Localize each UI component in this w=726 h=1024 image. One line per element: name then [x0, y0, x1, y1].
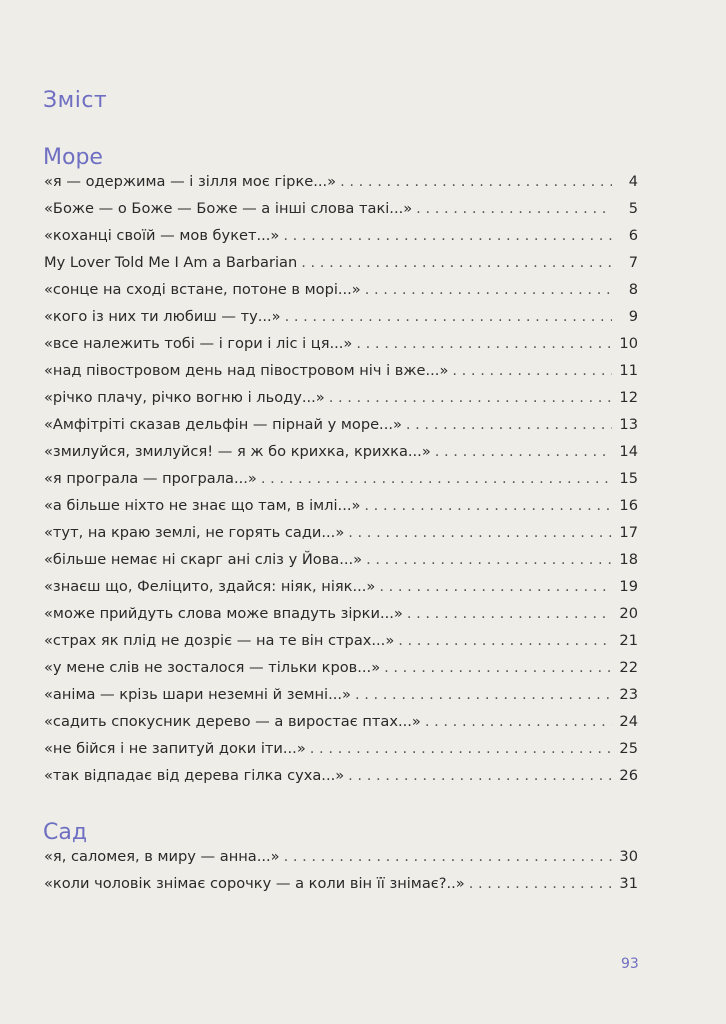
- dot-leader: [407, 605, 612, 622]
- entry-title: «коханці своїй — мов букет...»: [44, 227, 280, 244]
- dot-leader: [329, 389, 612, 406]
- entry-title: «а більше ніхто не знає що там, в імлі...»: [44, 497, 361, 514]
- dot-leader: [348, 524, 612, 541]
- entry-page: 24: [619, 713, 638, 730]
- entry-page: 12: [619, 389, 638, 406]
- entry-title: «може прийдуть слова може впадуть зірки...»: [44, 605, 403, 622]
- entry-title: «садить спокусник дерево — а виростає птах...»: [44, 713, 421, 730]
- entry-title: «я програла — програла...»: [44, 470, 257, 487]
- toc-entry[interactable]: [44, 362, 638, 389]
- entry-page: 14: [619, 443, 638, 460]
- dot-leader: [348, 767, 612, 784]
- toc-entry[interactable]: [44, 659, 638, 686]
- toc-entry[interactable]: [44, 227, 638, 254]
- page-number: 93: [621, 956, 639, 972]
- page-title: Зміст: [43, 88, 108, 113]
- entry-page: 23: [619, 686, 638, 703]
- entry-title: «аніма — крізь шари неземні й земні...»: [44, 686, 351, 703]
- entry-title: «кого із них ти любиш — ту...»: [44, 308, 281, 325]
- dot-leader: [398, 632, 612, 649]
- section-title-sad: Сад: [43, 820, 88, 845]
- dot-leader: [425, 713, 612, 730]
- entry-page: 6: [628, 227, 638, 244]
- entry-title: «не бійся і не запитуй доки іти...»: [44, 740, 306, 757]
- toc-entry[interactable]: [44, 740, 638, 767]
- dot-leader: [435, 443, 612, 460]
- toc-entry[interactable]: [44, 713, 638, 740]
- entry-page: 21: [619, 632, 638, 649]
- dot-leader: [416, 200, 612, 217]
- dot-leader: [355, 686, 612, 703]
- entry-title: «сонце на сході встане, потоне в морі...»: [44, 281, 361, 298]
- entry-title: «над півостровом день над півостровом ніч і вже...»: [44, 362, 449, 379]
- entry-page: 4: [628, 173, 638, 190]
- dot-leader: [364, 497, 612, 514]
- entry-title: «більше немає ні скарг ані сліз у Йова...»: [44, 551, 363, 568]
- dot-leader: [406, 416, 612, 433]
- dot-leader: [356, 335, 612, 352]
- entry-title: «Боже — о Боже — Боже — а інші слова такі...»: [44, 200, 413, 217]
- entry-page: 7: [628, 254, 638, 271]
- entry-title: «страх як плід не дозріє — на те він страх...»: [44, 632, 395, 649]
- dot-leader: [310, 740, 612, 757]
- entry-page: 30: [619, 848, 638, 865]
- toc-entry[interactable]: [44, 200, 638, 227]
- entry-title: My Lover Told Me I Am a Barbarian: [44, 254, 298, 271]
- entry-page: 8: [628, 281, 638, 298]
- toc-list-sad: [44, 848, 638, 902]
- toc-entry[interactable]: [44, 497, 638, 524]
- toc-entry[interactable]: [44, 335, 638, 362]
- entry-title: «Амфітріті сказав дельфін — пірнай у море...»: [44, 416, 402, 433]
- entry-page: 25: [619, 740, 638, 757]
- entry-page: 31: [619, 875, 638, 892]
- toc-entry[interactable]: [44, 875, 638, 902]
- toc-entry[interactable]: [44, 308, 638, 335]
- toc-entry[interactable]: [44, 389, 638, 416]
- entry-page: 5: [628, 200, 638, 217]
- entry-title: «так відпадає від дерева гілка суха...»: [44, 767, 345, 784]
- toc-entry[interactable]: [44, 416, 638, 443]
- entry-page: 13: [619, 416, 638, 433]
- entry-page: 17: [619, 524, 638, 541]
- entry-page: 10: [619, 335, 638, 352]
- toc-list-more: [44, 173, 638, 794]
- toc-entry[interactable]: [44, 767, 638, 794]
- dot-leader: [366, 551, 612, 568]
- entry-title: «я — одержима — і зілля моє гірке...»: [44, 173, 337, 190]
- entry-page: 26: [619, 767, 638, 784]
- entry-page: 18: [619, 551, 638, 568]
- entry-page: 20: [619, 605, 638, 622]
- dot-leader: [365, 281, 612, 298]
- toc-entry[interactable]: [44, 632, 638, 659]
- entry-page: 22: [619, 659, 638, 676]
- dot-leader: [301, 254, 612, 271]
- toc-entry[interactable]: [44, 605, 638, 632]
- toc-entry[interactable]: [44, 524, 638, 551]
- toc-entry[interactable]: [44, 470, 638, 497]
- toc-entry[interactable]: [44, 848, 638, 875]
- toc-entry[interactable]: [44, 686, 638, 713]
- entry-title: «у мене слів не зосталося — тільки кров...»: [44, 659, 381, 676]
- entry-title: «тут, на краю землі, не горять сади...»: [44, 524, 345, 541]
- entry-page: 9: [628, 308, 638, 325]
- toc-entry[interactable]: [44, 443, 638, 470]
- dot-leader: [285, 308, 612, 325]
- entry-page: 19: [619, 578, 638, 595]
- entry-title: «все належить тобі — і гори і ліс і ця...»: [44, 335, 353, 352]
- entry-title: «коли чоловік знімає сорочку — а коли він її знімає?..»: [44, 875, 465, 892]
- toc-entry[interactable]: [44, 551, 638, 578]
- dot-leader: [340, 173, 612, 190]
- dot-leader: [384, 659, 612, 676]
- section-title-more: Море: [43, 145, 103, 170]
- dot-leader: [469, 875, 612, 892]
- entry-page: 11: [619, 362, 638, 379]
- dot-leader: [452, 362, 612, 379]
- toc-entry[interactable]: [44, 254, 638, 281]
- entry-page: 16: [619, 497, 638, 514]
- dot-leader: [283, 227, 612, 244]
- entry-page: 15: [619, 470, 638, 487]
- toc-entry[interactable]: [44, 281, 638, 308]
- entry-title: «знаєш що, Феліцито, здайся: ніяк, ніяк...»: [44, 578, 376, 595]
- dot-leader: [379, 578, 612, 595]
- dot-leader: [284, 848, 612, 865]
- entry-title: «я, саломея, в миру — анна...»: [44, 848, 280, 865]
- entry-title: «річко плачу, річко вогню і льоду...»: [44, 389, 325, 406]
- dot-leader: [261, 470, 612, 487]
- entry-title: «змилуйся, змилуйся! — я ж бо крихка, крихка...»: [44, 443, 431, 460]
- toc-entry[interactable]: [44, 173, 638, 200]
- toc-entry[interactable]: [44, 578, 638, 605]
